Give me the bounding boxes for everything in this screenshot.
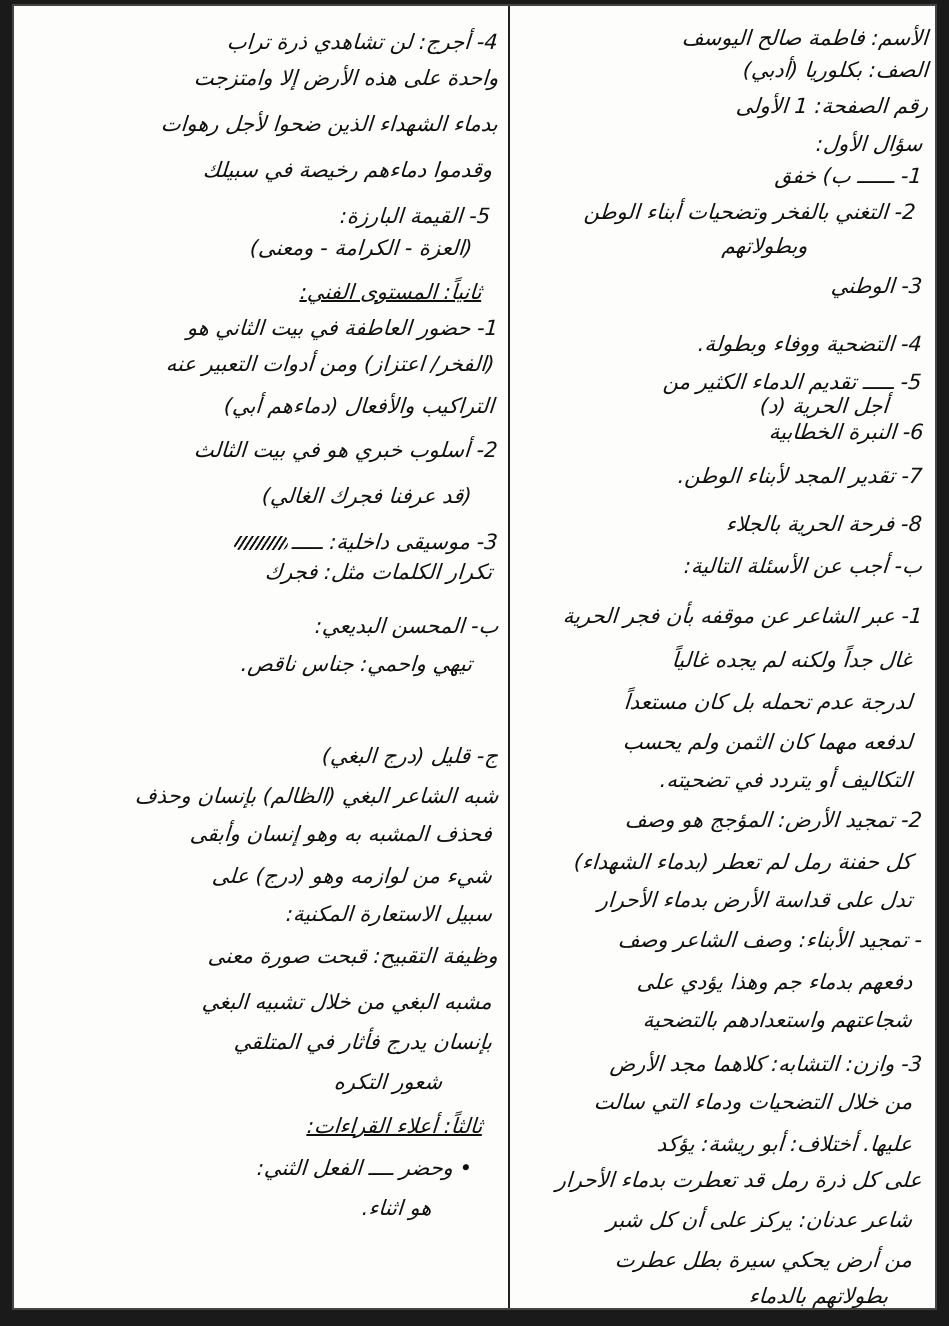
handwritten-line: 6- النبرة الخطابية xyxy=(768,420,925,444)
handwritten-line: ج- قليل (درج البغي) xyxy=(321,744,499,768)
handwritten-line: شعور التكره xyxy=(333,1070,443,1094)
handwritten-line: 5- ـــــ تقديم الدماء الكثير من xyxy=(662,370,923,394)
handwritten-line: ب- المحسن البديعي: xyxy=(313,614,499,638)
handwritten-line: التراكيب والأفعال (دماءهم أبي) xyxy=(222,394,495,418)
handwritten-line: (قد عرفنا فجرك الغالي) xyxy=(261,484,473,508)
handwritten-line: 1- عبر الشاعر عن موقفه بأن فجر الحرية xyxy=(561,604,923,628)
handwritten-line: 3- الوطني xyxy=(829,274,923,298)
handwritten-line: لدرجة عدم تحمله بل كان مستعداً xyxy=(622,690,913,714)
handwritten-line: 3- وازن: التشابه: كلاهما مجد الأرض xyxy=(609,1052,923,1076)
handwritten-line: 2- التغني بالفخر وتضحيات أبناء الوطن xyxy=(583,200,917,224)
handwritten-line: 2- أسلوب خبري هو في بيت الثالث xyxy=(193,438,499,462)
handwritten-line: (العزة - الكرامة - ومعنى) xyxy=(248,236,473,260)
left-column xyxy=(24,6,502,1308)
handwritten-line: 4- التضحية ووفاء وبطولة. xyxy=(697,332,923,356)
handwritten-line: وقدموا دماءهم رخيصة في سبيلك xyxy=(202,158,493,182)
handwritten-line: عليها. أختلاف: أبو ريشة: يؤكد xyxy=(656,1132,913,1156)
handwritten-line: 8- فرحة الحرية بالجلاء xyxy=(725,512,923,536)
handwritten-line: وبطولاتهم xyxy=(721,234,809,258)
handwritten-line: • وحضر ــــ الفعل الثني: xyxy=(256,1156,473,1180)
handwritten-line: الأسم: فاطمة صالح اليوسف xyxy=(681,26,929,50)
handwritten-line: فحذف المشبه به وهو إنسان وأبقى xyxy=(189,822,493,846)
handwritten-line: رقم الصفحة: 1 الأولى xyxy=(734,94,929,118)
handwritten-line: 3- موسيقى داخلية: ـــــ xyxy=(229,528,499,556)
handwritten-line: مشبه البغي من خلال تشبيه البغي xyxy=(201,990,493,1014)
handwritten-line: شبه الشاعر البغي (الظالم) بإنسان وحذف xyxy=(133,784,499,808)
handwritten-line: سؤال الأول: xyxy=(814,132,923,156)
handwritten-line: وظيفة التقبيح: قبحت صورة معنى xyxy=(207,944,499,968)
handwritten-line: بدماء الشهداء الذين ضحوا لأجل رهوات xyxy=(160,112,499,136)
handwritten-line: تدل على قداسة الأرض بدماء الأحرار xyxy=(596,888,913,912)
handwritten-line: 2- تمجيد الأرض: المؤجج هو وصف xyxy=(624,808,923,832)
handwritten-line: واحدة على هذه الأرض إلا وامتزجت xyxy=(192,66,499,90)
handwritten-line: هو اثناء. xyxy=(361,1196,433,1220)
handwritten-line: بإنسان يدرج فأثار في المتلقي xyxy=(233,1030,493,1054)
column-divider xyxy=(508,6,510,1308)
handwritten-line: - تمجيد الأبناء: وصف الشاعر وصف xyxy=(617,928,923,952)
handwritten-line: 1- ــــــ ب) خفق xyxy=(774,164,923,188)
handwritten-line: من أرض يحكي سيرة بطل عطرت xyxy=(614,1248,913,1272)
handwritten-line: شيء من لوازمه وهو (درج) على xyxy=(211,864,493,888)
handwritten-line: 4- أجرج: لن تشاهدي ذرة تراب xyxy=(226,30,499,54)
handwritten-line: سبيل الاستعارة المكنية: xyxy=(285,902,493,926)
handwritten-line: من خلال التضحيات ودماء التي سالت xyxy=(592,1090,913,1114)
handwritten-line: الصف: بكلوريا (أدبي) xyxy=(742,58,929,82)
handwritten-line: التكاليف أو يتردد في تضحيته. xyxy=(659,768,913,792)
handwritten-line: ثانياً: المستوى الفني: xyxy=(299,280,483,304)
handwritten-line: (الفخر/ اعتزاز) ومن أدوات التعبير عنه xyxy=(164,352,495,376)
handwritten-line: أجل الحرية (د) xyxy=(758,394,889,418)
handwritten-line: دفعهم بدماء جم وهذا يؤدي على xyxy=(635,970,913,994)
handwritten-line: غال جداً ولكنه لم يجده غالياً xyxy=(671,648,913,672)
handwritten-line: شجاعتهم واستعدادهم بالتضحية xyxy=(642,1008,913,1032)
answer-sheet xyxy=(14,6,935,1308)
scribbled-out-mark xyxy=(234,536,289,550)
handwritten-line: بطولاتهم بالدماء xyxy=(747,1284,889,1308)
handwritten-line: 5- القيمة البارزة: xyxy=(338,204,491,228)
handwritten-line: كل حفنة رمل لم تعطر (بدماء الشهداء) xyxy=(573,850,913,874)
right-column xyxy=(516,6,928,1308)
handwritten-line: شاعر عدنان: يركز على أن كل شبر xyxy=(606,1208,913,1232)
handwritten-line: ب- أجب عن الأسئلة التالية: xyxy=(683,554,923,578)
handwritten-line: تكرار الكلمات مثل: فجرك xyxy=(263,560,493,584)
handwritten-line: تيهي واحمي: جناس ناقص. xyxy=(240,652,473,676)
handwritten-line: 7- تقدير المجد لأبناء الوطن. xyxy=(676,464,923,488)
handwritten-line: على كل ذرة رمل قد تعطرت بدماء الأحرار xyxy=(555,1168,923,1192)
handwritten-line: ثالثاً: أعلاء القراءات: xyxy=(305,1114,483,1138)
handwritten-line: لدفعه مهما كان الثمن ولم يحسب xyxy=(621,730,913,754)
handwritten-line: 1- حضور العاطفة في بيت الثاني هو xyxy=(186,316,499,340)
